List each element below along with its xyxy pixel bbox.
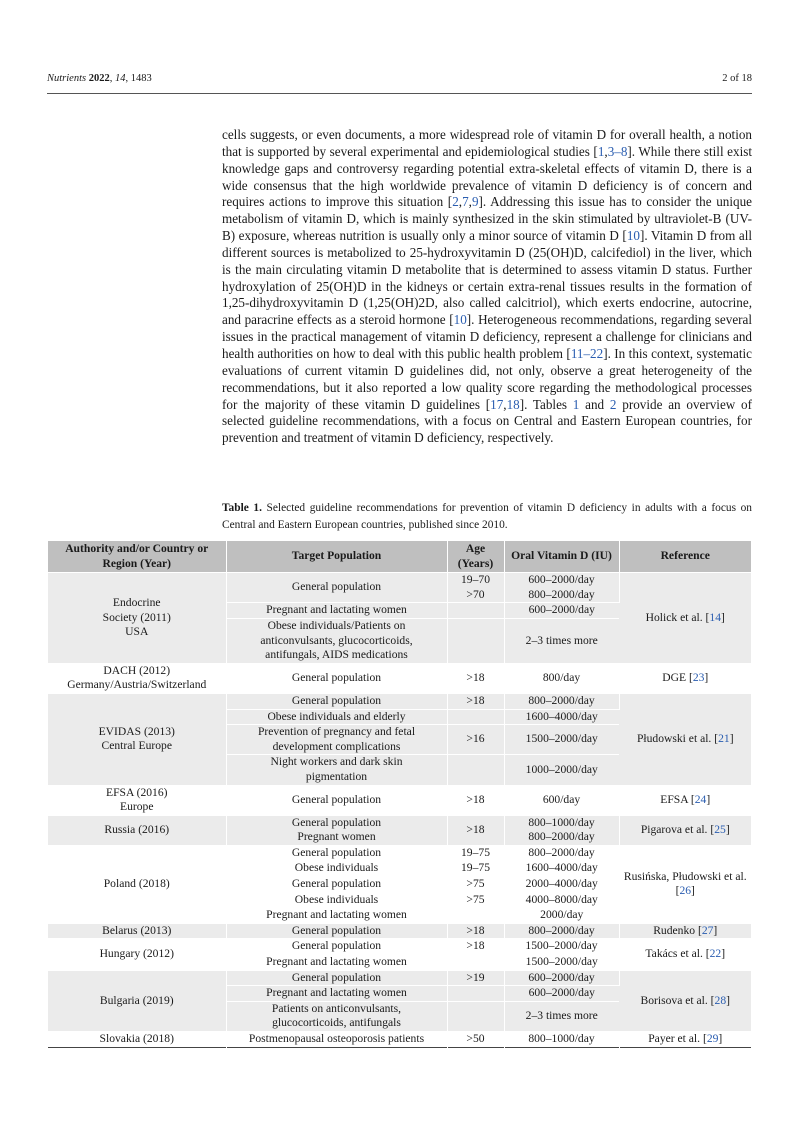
reference-cell: Holick et al. [14] xyxy=(619,573,751,664)
population-cell: Pregnant and lactating women xyxy=(226,603,447,619)
population-cell: Night workers and dark skin pigmentation xyxy=(226,755,447,785)
age-cell: >19 xyxy=(447,970,504,986)
dose-cell: 600/day xyxy=(504,785,619,815)
reference-cell: Payer et al. [29] xyxy=(619,1032,751,1048)
age-cell: >18 xyxy=(447,939,504,955)
age-cell xyxy=(447,603,504,619)
authority-cell: Poland (2018) xyxy=(48,845,226,923)
dose-cell: 1500–2000/day xyxy=(504,955,619,971)
table-row xyxy=(48,845,751,861)
citation-link[interactable]: 3–8 xyxy=(607,143,628,159)
age-cell xyxy=(447,1001,504,1031)
age-cell: >18 xyxy=(447,663,504,693)
dose-cell: 1600–4000/day xyxy=(504,861,619,877)
dose-cell: 2000/day xyxy=(504,908,619,924)
citation-link[interactable]: 21 xyxy=(718,731,730,745)
dose-cell: 800–2000/day xyxy=(504,693,619,709)
citation-link[interactable]: 1 xyxy=(597,143,605,159)
header-divider xyxy=(47,93,752,94)
dose-cell: 4000–8000/day xyxy=(504,892,619,908)
dose-cell: 800–1000/day 800–2000/day xyxy=(504,815,619,845)
age-cell xyxy=(447,618,504,663)
dose-cell: 600–2000/day 800–2000/day xyxy=(504,573,619,603)
population-cell: General population xyxy=(226,877,447,893)
authority-cell: Bulgaria (2019) xyxy=(48,970,226,1031)
age-cell xyxy=(447,755,504,785)
age-cell: 19–70 >70 xyxy=(447,573,504,603)
age-cell: >50 xyxy=(447,1032,504,1048)
authority-cell: Hungary (2012) xyxy=(48,939,226,970)
col-header-reference: Reference xyxy=(619,541,751,573)
age-cell: >18 xyxy=(447,693,504,709)
dose-cell: 800–2000/day xyxy=(504,845,619,861)
population-cell: Obese individuals and elderly xyxy=(226,709,447,725)
col-header-population: Target Population xyxy=(226,541,447,573)
table-row xyxy=(48,693,751,709)
population-cell: Obese individuals/Patients on anticonvulsants, glucocorticoids, antifungals, AIDS medications xyxy=(226,618,447,663)
authority-cell: EVIDAS (2013) Central Europe xyxy=(48,693,226,785)
dose-cell: 2–3 times more xyxy=(504,618,619,663)
table-row xyxy=(48,1032,751,1048)
reference-cell: EFSA [24] xyxy=(619,785,751,815)
dose-cell: 800/day xyxy=(504,663,619,693)
journal-citation: Nutrients 2022, 14, 1483 xyxy=(47,73,152,84)
table-row xyxy=(48,785,751,815)
reference-cell: Pigarova et al. [25] xyxy=(619,815,751,845)
population-cell: Obese individuals xyxy=(226,861,447,877)
authority-cell: Russia (2016) xyxy=(48,815,226,845)
citation-link[interactable]: 14 xyxy=(709,610,721,624)
citation-link[interactable]: 22 xyxy=(709,947,722,961)
age-cell: >18 xyxy=(447,815,504,845)
table-row xyxy=(48,939,751,955)
running-header xyxy=(47,73,752,84)
guidelines-table xyxy=(48,541,751,1048)
citation-link[interactable]: 10 xyxy=(626,228,640,244)
age-cell: >75 xyxy=(447,877,504,893)
table-caption: Table 1. Selected guideline recommendations for prevention of vitamin D deficiency in adults with a focus on Central and Eastern European countries, published since 2010. xyxy=(222,502,752,531)
table-row xyxy=(48,970,751,986)
population-cell: Obese individuals xyxy=(226,892,447,908)
age-cell xyxy=(447,709,504,725)
population-cell: General population xyxy=(226,970,447,986)
citation-link[interactable]: 1 xyxy=(572,396,580,412)
age-cell xyxy=(447,986,504,1002)
citation-link[interactable]: 2 xyxy=(452,194,459,210)
reference-cell: Rudenko [27] xyxy=(619,923,751,939)
population-cell: General population xyxy=(226,923,447,939)
authority-cell: EFSA (2016) Europe xyxy=(48,785,226,815)
citation-link[interactable]: 11–22 xyxy=(570,345,604,361)
page-number: 2 of 18 xyxy=(722,73,752,84)
table-row xyxy=(48,815,751,845)
population-cell: Prevention of pregnancy and fetal development complications xyxy=(226,725,447,755)
population-cell: Patients on anticonvulsants, glucocorticoids, antifungals xyxy=(226,1001,447,1031)
citation-link[interactable]: 18 xyxy=(506,396,520,412)
citation-link[interactable]: 26 xyxy=(679,884,692,898)
population-cell: General population xyxy=(226,939,447,955)
table-row xyxy=(48,923,751,939)
dose-cell: 1600–4000/day xyxy=(504,709,619,725)
dose-cell: 2000–4000/day xyxy=(504,877,619,893)
table-row xyxy=(48,663,751,693)
population-cell: General population xyxy=(226,663,447,693)
table-header-row xyxy=(48,541,751,573)
col-header-authority: Authority and/or Country or Region (Year) xyxy=(48,541,226,573)
population-cell: Pregnant and lactating women xyxy=(226,955,447,971)
authority-cell: Belarus (2013) xyxy=(48,923,226,939)
population-cell: General population xyxy=(226,845,447,861)
dose-cell: 1500–2000/day xyxy=(504,725,619,755)
citation-link[interactable]: 28 xyxy=(714,993,727,1007)
dose-cell: 600–2000/day xyxy=(504,970,619,986)
age-cell xyxy=(447,955,504,971)
population-cell: Postmenopausal osteoporosis patients xyxy=(226,1032,447,1048)
age-cell xyxy=(447,908,504,924)
age-cell: >16 xyxy=(447,725,504,755)
dose-cell: 800–1000/day xyxy=(504,1032,619,1048)
citation-link[interactable]: 10 xyxy=(453,312,467,328)
citation-link[interactable]: 2 xyxy=(609,396,617,412)
reference-cell: Takács et al. [22] xyxy=(619,939,751,970)
reference-cell: Rusińska, Płudowski et al. [26] xyxy=(619,845,751,923)
population-cell: General population xyxy=(226,785,447,815)
body-paragraph: cells suggests, or even documents, a more widespread role of vitamin D for overall health, a notion that is supported by several experimental and epidemiological studies [1,3–8]. While there still exist knowledge gaps and controversy regarding potential extra-skeletal effects of vitamin D, there is a wide consensus that the high worldwide prevalence of vitamin D deficiency is of concern and requires actions to improve this situation [2,7,9]. Addressing this issue has to consider the unique metabolism of vitamin D, which is mainly synthesized in the skin stimulated by ultraviolet-B (UV-B) exposure, whereas nutrition is usually only a minor source of vitamin D [10]. Vitamin D from all different sources is metabolized to 25-hydroxyvitamin D (25(OH)D, calcifediol) in the liver, which is the main circulating vitamin D metabolite that is determined to assess vitamin D status. Further hydroxylation of 25(OH)D in the kidneys or certain extra-renal tissues results in the formation of 1,25-dihydroxyvitamin D (1,25(OH)2D, also called calcitriol), which exerts endocrine, autocrine, and paracrine effects as a steroid hormone [10]. Heterogeneous recommendations, regarding several issues in the practical management of vitamin D deficiency, represent a challenge for clinicians and health authorities on how to deal with this public health problem [11–22]. In this context, systematic evaluations of current vitamin D guidelines did, not only, observe a great heterogeneity of the recommendations, but it also reported a low quality score regarding the methodological processes for the majority of these vitamin D guidelines [17,18]. Tables 1 and 2 provide an overview of selected guideline recommendations, with a focus on Central and Eastern European countries, for prevention and treatment of vitamin D deficiency, respectively. xyxy=(222,127,753,446)
population-cell: General population xyxy=(226,693,447,709)
table-row xyxy=(48,573,751,603)
authority-cell: Slovakia (2018) xyxy=(48,1032,226,1048)
dose-cell: 600–2000/day xyxy=(504,603,619,619)
dose-cell: 1500–2000/day xyxy=(504,939,619,955)
age-cell: 19–75 xyxy=(447,861,504,877)
col-header-age: Age (Years) xyxy=(447,541,504,573)
dose-cell: 600–2000/day xyxy=(504,986,619,1002)
citation-link[interactable]: 29 xyxy=(706,1032,719,1045)
citation-link[interactable]: 25 xyxy=(714,822,726,836)
age-cell: >18 xyxy=(447,785,504,815)
reference-cell: Borisova et al. [28] xyxy=(619,970,751,1031)
dose-cell: 2–3 times more xyxy=(504,1001,619,1031)
dose-cell: 800–2000/day xyxy=(504,923,619,939)
age-cell: 19–75 xyxy=(447,845,504,861)
citation-link[interactable]: 7 xyxy=(462,194,469,210)
citation-link[interactable]: 17 xyxy=(490,396,504,412)
dose-cell: 1000–2000/day xyxy=(504,755,619,785)
population-cell: General population xyxy=(226,573,447,603)
citation-link[interactable]: 27 xyxy=(701,923,714,937)
authority-cell: Endocrine Society (2011) USA xyxy=(48,573,226,664)
col-header-dose: Oral Vitamin D (IU) xyxy=(504,541,619,573)
population-cell: General population Pregnant women xyxy=(226,815,447,845)
age-cell: >18 xyxy=(447,923,504,939)
authority-cell: DACH (2012) Germany/Austria/Switzerland xyxy=(48,663,226,693)
age-cell: >75 xyxy=(447,892,504,908)
citation-link[interactable]: 24 xyxy=(694,792,707,806)
reference-cell: DGE [23] xyxy=(619,663,751,693)
reference-cell: Płudowski et al. [21] xyxy=(619,693,751,785)
population-cell: Pregnant and lactating women xyxy=(226,908,447,924)
citation-link[interactable]: 23 xyxy=(692,671,705,685)
citation-link[interactable]: 9 xyxy=(471,194,479,210)
population-cell: Pregnant and lactating women xyxy=(226,986,447,1002)
